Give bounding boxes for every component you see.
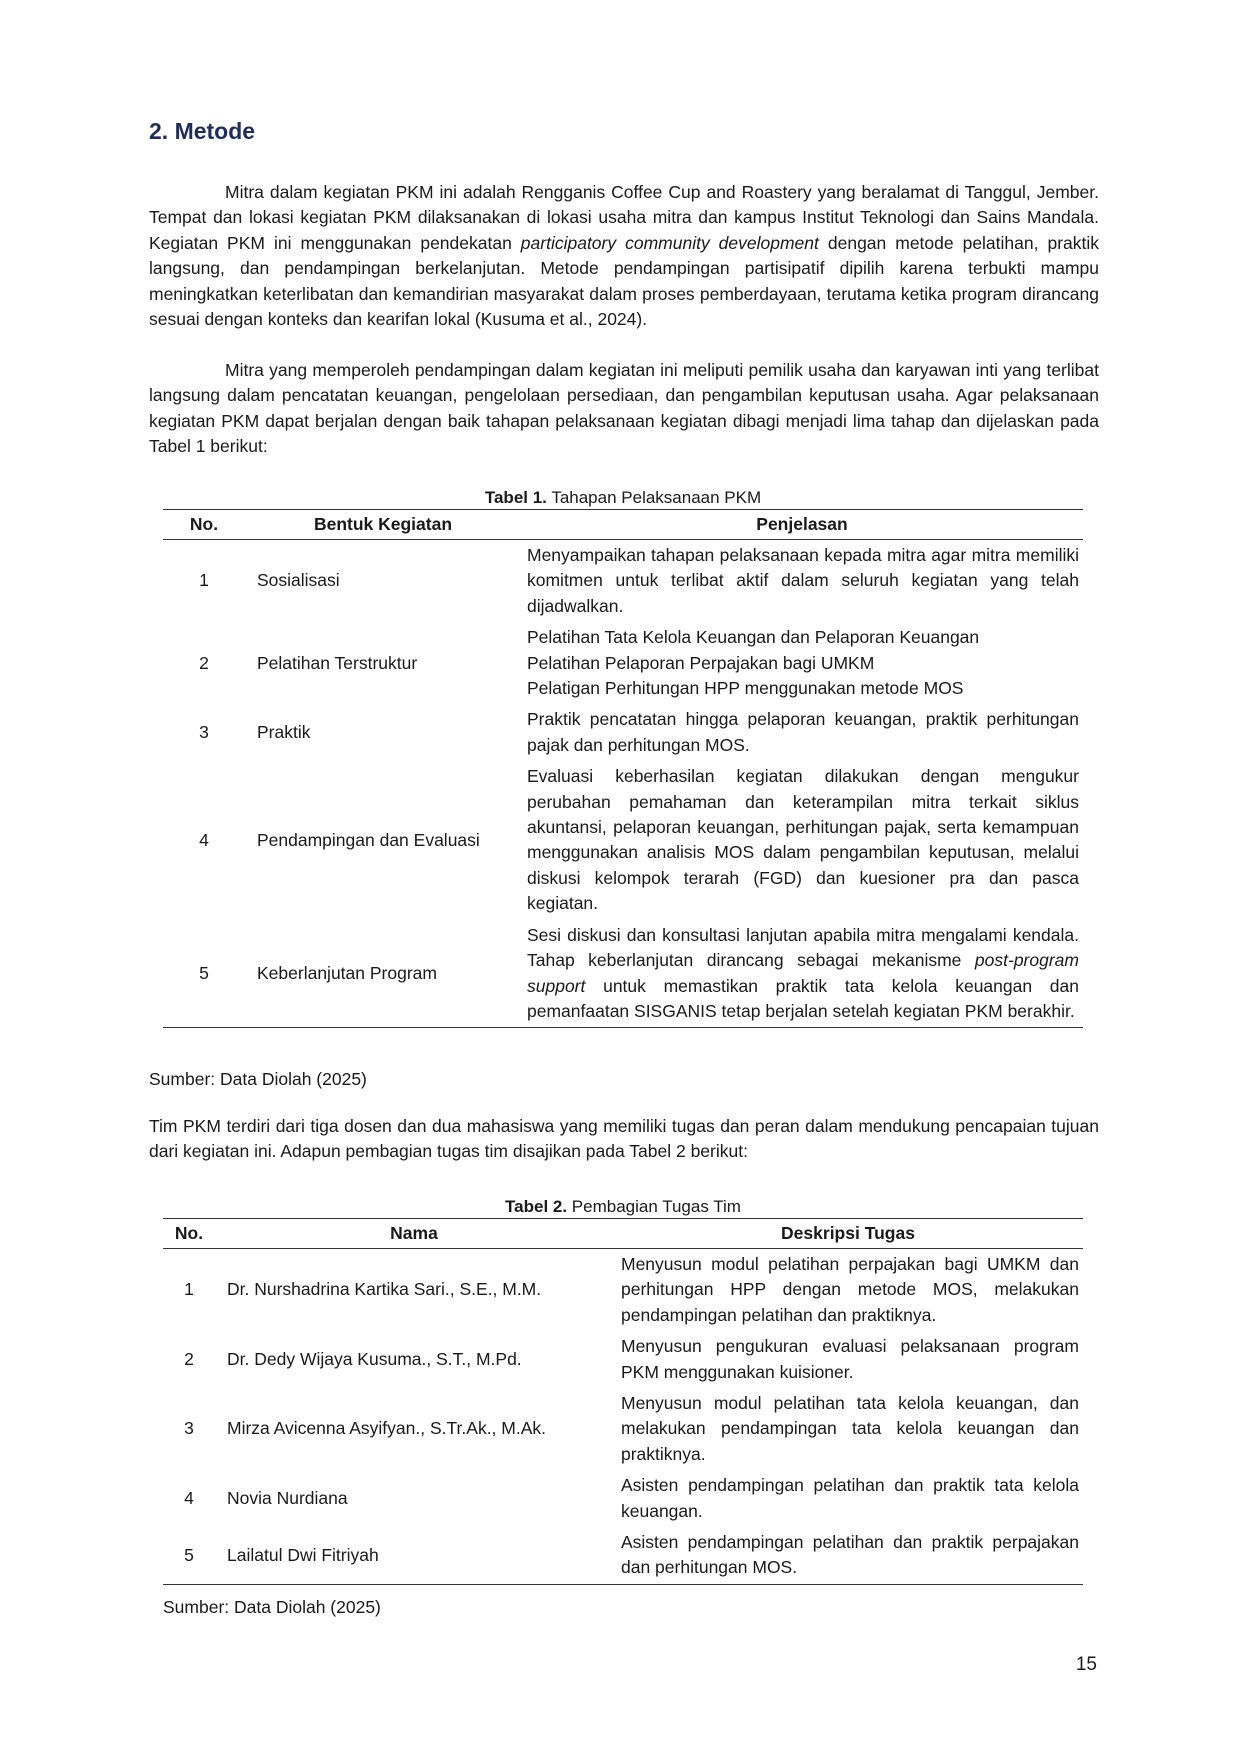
table-2-header-no: No.	[163, 1219, 215, 1249]
table-row	[163, 1249, 1083, 1332]
table-2-source: Sumber: Data Diolah (2025)	[163, 1597, 381, 1617]
table-cell-tugas: Menyusun modul pelatihan perpajakan bagi UMKM dan perhitungan HPP dengan metode MOS, melakukan pendampingan pelatihan dan praktiknya.	[621, 1254, 1079, 1325]
table-row	[163, 1331, 1083, 1388]
table-cell-no: 3	[199, 722, 209, 743]
table-cell-no: 5	[163, 1527, 215, 1584]
table-1-caption-label: Tabel 1.	[484, 488, 547, 507]
table-2-caption-title: Pembagian Tugas Tim	[567, 1197, 741, 1216]
paragraph-1	[149, 180, 1099, 332]
paragraph-1-text-a: Mitra dalam kegiatan PKM ini adalah Rengganis Coffee Cup and Roastery yang beralamat di Tanggul, Jember. Tempat dan lokasi kegiatan PKM dilaksanakan di lokasi usaha mitra dan kampus Institut Teknologi dan Sains Mandala. Kegiatan PKM ini menggunakan pendekatan	[149, 182, 1099, 253]
table-cell-kegiatan: Keberlanjutan Program	[245, 920, 521, 1028]
table-cell-nama: Lailatul Dwi Fitriyah	[215, 1527, 613, 1584]
table-1-header-no: No.	[163, 510, 245, 540]
table-cell-nama: Dr. Nurshadrina Kartika Sari., S.E., M.M.	[227, 1279, 542, 1300]
table-1-source: Sumber: Data Diolah (2025)	[149, 1069, 367, 1089]
table-cell-no: 2	[199, 652, 209, 673]
table-1-caption	[163, 487, 1083, 509]
table-1-header-kegiatan: Bentuk Kegiatan	[245, 510, 521, 540]
paragraph-2: Mitra yang memperoleh pendampingan dalam kegiatan ini meliputi pemilik usaha dan karyawan inti yang terlibat langsung dalam pencatatan keuangan, pengelolaan persediaan, dan pengambilan keputusan usaha. Agar pelaksanaan kegiatan PKM dapat berjalan dengan baik tahapan pelaksanaan kegiatan dibagi menjadi lima tahap dan dijelaskan pada Tabel 1 berikut:	[149, 360, 1099, 457]
table-cell-no: 3	[184, 1418, 194, 1439]
table-cell-kegiatan: Pelatihan Terstruktur	[257, 652, 418, 673]
table-1-header-penjelasan: Penjelasan	[521, 510, 1083, 540]
table-row	[163, 1388, 1083, 1470]
table-cell-penjelasan	[521, 920, 1083, 1028]
table-cell-kegiatan: Praktik	[257, 722, 311, 743]
table-cell-tugas: Asisten pendampingan pelatihan dan praktik tata kelola keuangan.	[621, 1475, 1079, 1521]
paragraph-3: Tim PKM terdiri dari tiga dosen dan dua mahasiswa yang memiliki tugas dan peran dalam mendukung pencapaian tujuan dari kegiatan ini. Adapun pembagian tugas tim disajikan pada Tabel 2 berikut:	[149, 1116, 1099, 1162]
table-1-header-row	[163, 510, 1083, 540]
table-cell-nama: Dr. Dedy Wijaya Kusuma., S.T., M.Pd.	[227, 1348, 522, 1369]
table-cell-no: 1	[184, 1279, 194, 1300]
table-cell-penjelasan: Praktik pencatatan hingga pelaporan keuangan, praktik perhitungan pajak dan perhitungan MOS.	[527, 709, 1079, 755]
section-heading: 2. Metode	[149, 118, 256, 144]
penjelasan-text-b: untuk memastikan praktik tata kelola keuangan dan pemanfaatan SISGANIS tetap berjalan setelah kegiatan PKM berakhir.	[527, 975, 1079, 1021]
table-cell-tugas: Menyusun pengukuran evaluasi pelaksanaan program PKM menggunakan kuisioner.	[621, 1336, 1079, 1382]
table-cell-nama: Novia Nurdiana	[227, 1487, 348, 1508]
paragraph-1-italic: participatory community development	[520, 232, 819, 253]
table-row	[163, 622, 1083, 704]
penjelasan-italic: post-program support	[527, 950, 1079, 996]
table-2-caption-label: Tabel 2.	[505, 1197, 568, 1216]
table-2-header-nama: Nama	[215, 1219, 613, 1249]
table-cell-penjelasan: Menyampaikan tahapan pelaksanaan kepada mitra agar mitra memiliki komitmen untuk terlibat aktif dalam seluruh kegiatan yang telah dijadwalkan.	[527, 545, 1079, 616]
table-cell-no: 4	[184, 1487, 194, 1508]
penjelasan-line: Pelatigan Perhitungan HPP menggunakan metode MOS	[527, 678, 964, 699]
table-cell-tugas: Asisten pendampingan pelatihan dan praktik perpajakan dan perhitungan MOS.	[613, 1527, 1083, 1584]
table-cell-penjelasan	[521, 622, 1083, 704]
table-2-header-tugas: Deskripsi Tugas	[613, 1219, 1083, 1249]
table-1	[163, 509, 1083, 1028]
table-cell-no: 5	[163, 920, 245, 1028]
table-1-caption-title: Tahapan Pelaksanaan PKM	[546, 488, 762, 507]
table-row	[163, 704, 1083, 761]
penjelasan-text-a: Sesi diskusi dan konsultasi lanjutan apabila mitra mengalami kendala. Tahap keberlanjutan dirancang sebagai mekanisme	[527, 924, 1079, 971]
table-cell-kegiatan: Pendampingan dan Evaluasi	[257, 829, 480, 850]
paragraph-1-text-b: dengan metode pelatihan, praktik langsung, dan pendampingan berkelanjutan. Metode pendampingan partisipatif dipilih karena terbukti mampu meningkatkan keterlibatan dan kemandirian masyarakat dalam proses pemberdayaan, terutama ketika program dirancang sesuai dengan konteks dan kearifan lokal (Kusuma et al., 2024).	[149, 232, 1099, 330]
table-cell-kegiatan: Sosialisasi	[257, 570, 340, 591]
table-cell-tugas: Menyusun modul pelatihan tata kelola keuangan, dan melakukan pendampingan tata kelola keuangan dan praktiknya.	[621, 1393, 1079, 1464]
table-row	[163, 540, 1083, 623]
table-2	[163, 1218, 1083, 1585]
table-cell-no: 1	[199, 570, 209, 591]
table-row	[163, 761, 1083, 919]
table-cell-no: 4	[199, 829, 209, 850]
table-row	[163, 1527, 1083, 1584]
table-cell-nama: Mirza Avicenna Asyifyan., S.Tr.Ak., M.Ak.	[227, 1418, 546, 1439]
penjelasan-line: Pelatihan Tata Kelola Keuangan dan Pelaporan Keuangan	[527, 627, 980, 648]
table-row	[163, 1470, 1083, 1527]
table-row	[163, 920, 1083, 1028]
table-cell-no: 2	[184, 1348, 194, 1369]
table-2-header-row	[163, 1219, 1083, 1249]
penjelasan-line: Pelatihan Pelaporan Perpajakan bagi UMKM	[527, 652, 875, 673]
table-cell-penjelasan: Evaluasi keberhasilan kegiatan dilakukan dengan mengukur perubahan pemahaman dan keterampilan mitra terkait siklus akuntansi, pelaporan keuangan, perhitungan pajak, serta kemampuan menggunakan analisis MOS dalam pengambilan keputusan, melalui diskusi kelompok terarah (FGD) dan kuesioner pra dan pasca kegiatan.	[527, 766, 1079, 914]
table-2-caption	[163, 1196, 1083, 1218]
page-number: 15	[1075, 1654, 1097, 1675]
